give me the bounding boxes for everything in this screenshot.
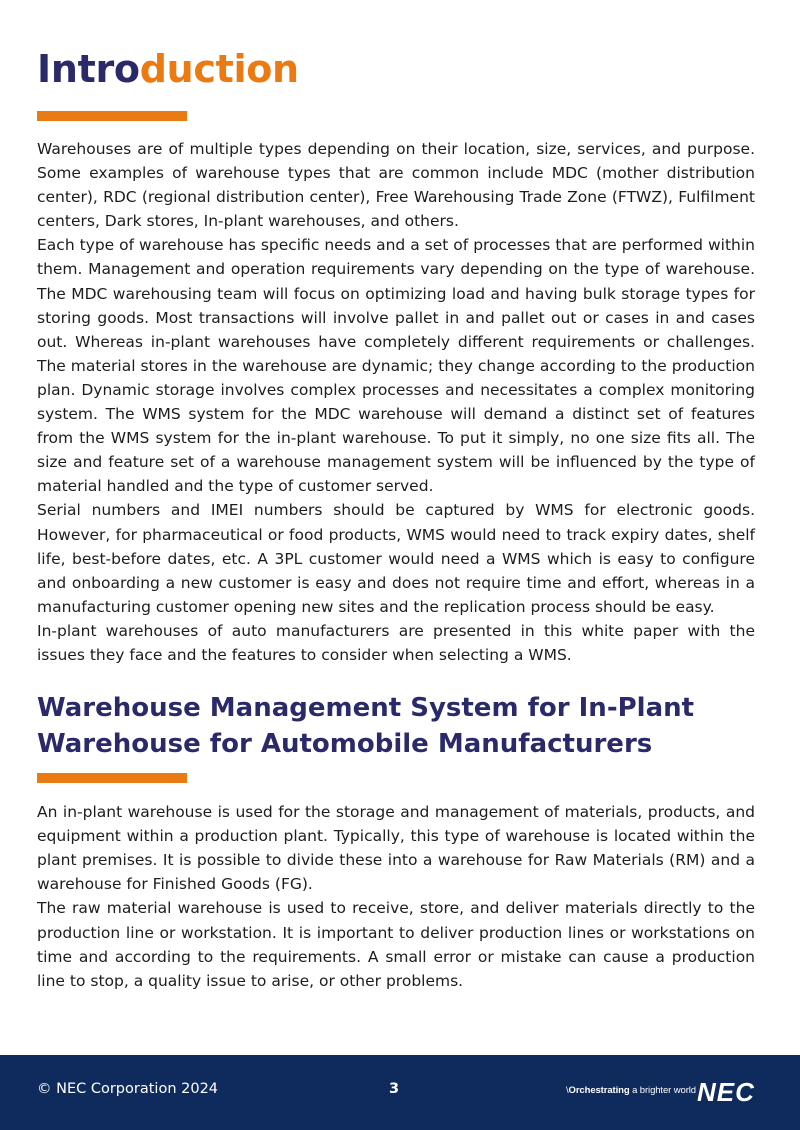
title-part-navy: Intro <box>37 47 140 91</box>
section-paragraph-1: An in-plant warehouse is used for the storage and management of materials, products, and equipment within a production plant. Typically, this type of warehouse is located within the plant premises. It is possible to divide these into a warehouse for Raw Materials (RM) and a warehouse for Finished Goods (FG). <box>37 803 755 894</box>
page-content <box>37 44 755 993</box>
intro-paragraph-2: Each type of warehouse has specific needs and a set of processes that are performed within them. Management and operation requirements vary depending on the type of warehouse. The MDC warehousing team will focus on optimizing load and having bulk storage types for storing goods. Most transactions will involve pallet in and pallet out or cases in and cases out. Whereas in-plant warehouses have completely different requirements or challenges. The material stores in the warehouse are dynamic; they change according to the production plan. Dynamic storage involves complex processes and necessitates a complex monitoring system. The WMS system for the MDC warehouse will demand a distinct set of features from the WMS system for the in-plant warehouse. To put it simply, no one size fits all. The size and feature set of a warehouse management system will be influenced by the type of material handled and the type of customer served. <box>37 236 755 496</box>
page-title <box>37 44 755 94</box>
tagline <box>566 1085 696 1096</box>
title-part-orange: duction <box>139 47 299 91</box>
page-footer <box>0 1055 800 1130</box>
section-paragraph-2: The raw material warehouse is used to receive, store, and deliver materials directly to the production line or workstation. It is important to deliver production lines or workstations on time and according to the requirements. A small error or mistake can cause a production line to stop, a quality issue to arise, or other problems. <box>37 899 755 990</box>
tagline-slash: \ <box>566 1085 569 1096</box>
section-heading: Warehouse Management System for In-Plant Warehouse for Automobile Manufacturers <box>37 693 695 760</box>
page-number: 3 <box>389 1081 400 1097</box>
section-underline-bar <box>37 773 187 783</box>
tagline-bold: Orchestrating <box>568 1085 630 1096</box>
copyright-text: © NEC Corporation 2024 <box>37 1081 219 1097</box>
intro-paragraph-4: In-plant warehouses of auto manufacturers are presented in this white paper with the issues they face and the features to consider when selecting a WMS. <box>37 621 755 664</box>
tagline-rest: a brighter world <box>629 1085 696 1096</box>
title-underline-bar <box>37 111 187 121</box>
intro-paragraph-3: Serial numbers and IMEI numbers should be captured by WMS for electronic goods. However, for pharmaceutical or food products, WMS would need to track expiry dates, shelf life, best-before dates, etc. A 3PL customer would need a WMS which is easy to configure and onboarding a new customer is easy and does not require time and effort, whereas in a manufacturing customer opening new sites and the replication process should be easy. <box>37 501 755 616</box>
nec-logo: NEC <box>697 1077 755 1107</box>
intro-paragraph-1: Warehouses are of multiple types depending on their location, size, services, and purpose. Some examples of warehouse types that are common include MDC (mother distribution center), RDC (regional distribution center), Free Warehousing Trade Zone (FTWZ), Fulfilment centers, Dark stores, In-plant warehouses, and others. <box>37 140 755 231</box>
